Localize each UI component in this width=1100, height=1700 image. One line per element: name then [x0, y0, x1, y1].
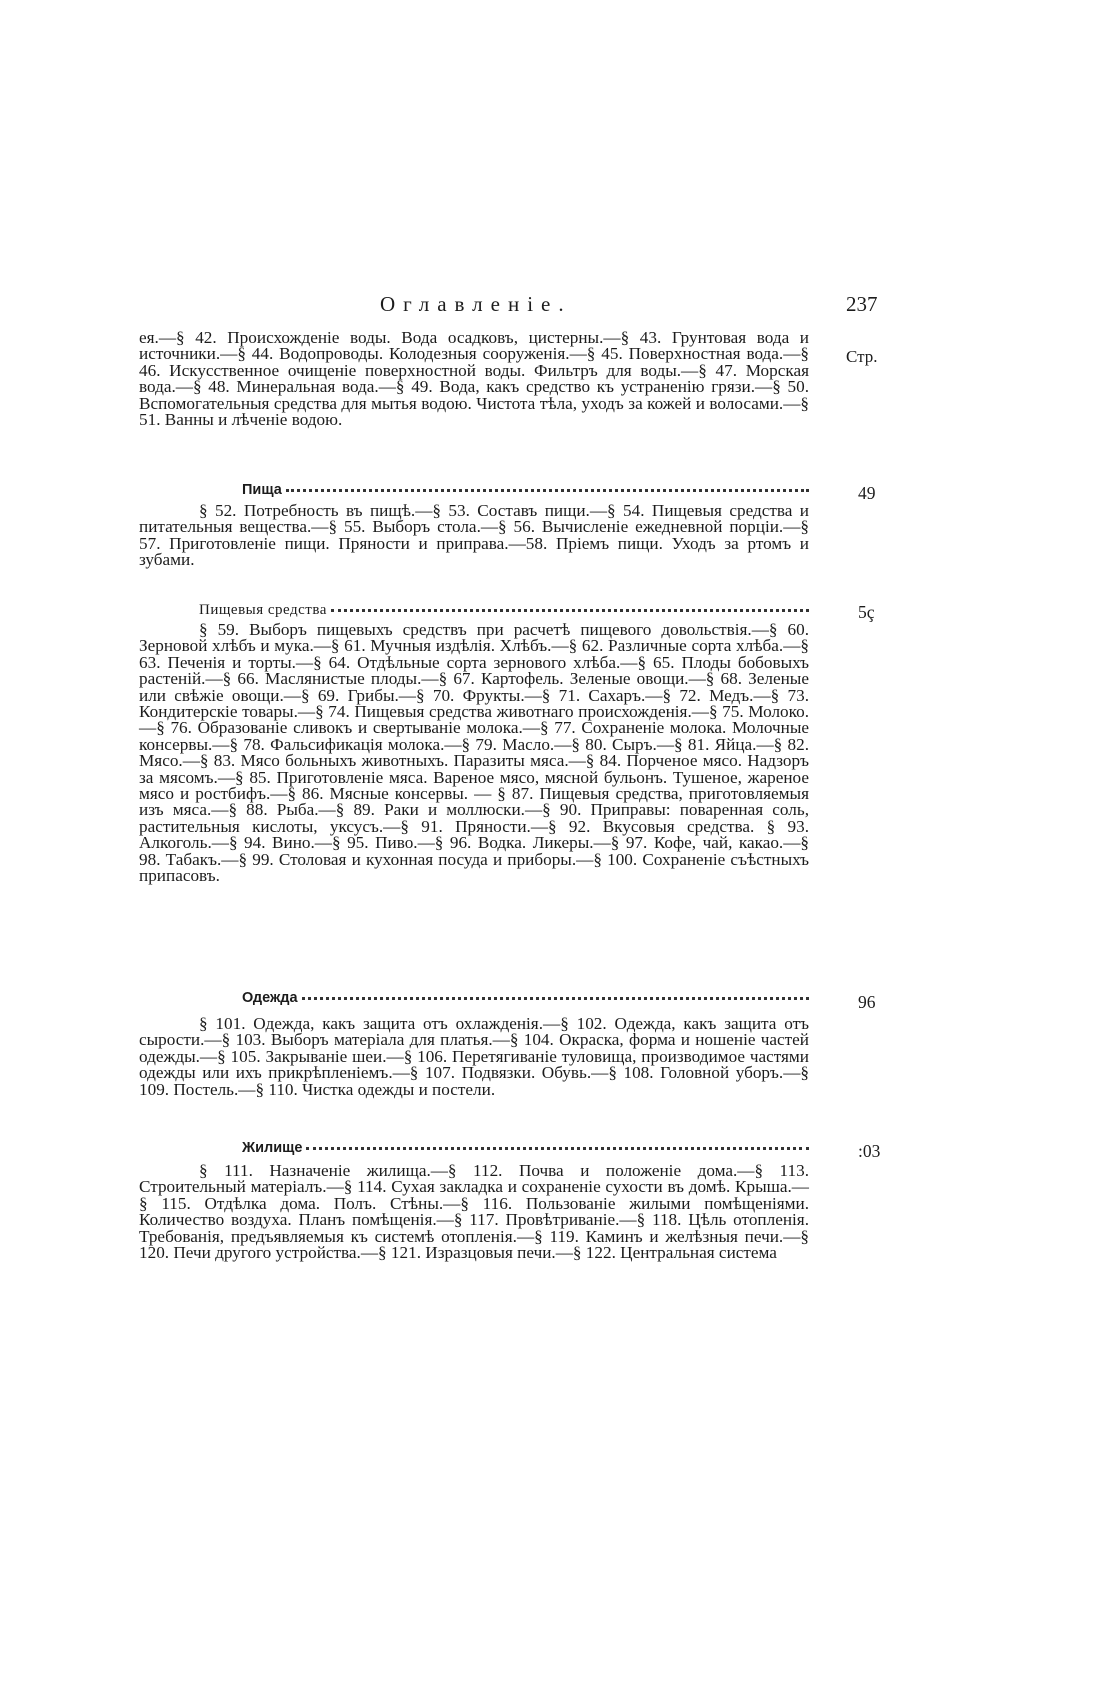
- section-page-food: 49: [858, 483, 876, 503]
- leader-dots: [286, 485, 809, 492]
- clothing-paragraph: § 101. Одежда, какъ защита отъ охлажденія.—§ 102. Одежда, какъ защита отъ сырости.—§ 103. Выборъ матеріала для платья.—§ 104. Окраска, форма и ношеніе частей одежды.—§ 105. Закрываніе шеи.—§ 106. Перетягиваніе туловища, производимое частями одежды или ихъ прикрѣпленіемъ.—§ 107. Подвязки. Обувь.—§ 108. Головной уборъ.—§ 109. Постель.—§ 110. Чистка одежды и постели.: [139, 1014, 809, 1099]
- leader-dots: [306, 1143, 809, 1150]
- page-number: 237: [846, 292, 878, 316]
- leader-dots: [302, 993, 809, 1000]
- water-paragraph: ея.—§ 42. Происхожденіе воды. Вода осадковъ, цистерны.—§ 43. Грунтовая вода и источники.—§ 44. Водопроводы. Колодезныя сооруженія.—§ 45. Поверхностная вода.—§ 46. Искусственное очищеніе поверхностной воды. Фильтръ для воды.—§ 47. Морская вода.—§ 48. Минеральная вода.—§ 49. Вода, какъ средство къ устраненію грязи.—§ 50. Вспомогательныя средства для мытья водою. Чистота тѣла, уходъ за кожей и волосами.—§ 51. Ванны и лѣченіе водою.: [139, 328, 809, 430]
- section-title: Одежда: [242, 990, 298, 1006]
- leader-dots: [331, 605, 809, 612]
- food-paragraph: § 52. Потребность въ пищѣ.—§ 53. Составъ пищи.—§ 54. Пищевыя средства и питательныя вещества.—§ 55. Выборъ стола.—§ 56. Вычисленіе ежедневной порціи.—§ 57. Приготовленіе пищи. Пряности и приправа.—58. Пріемъ пищи. Уходъ за ртомъ и зубами.: [139, 501, 809, 570]
- running-title: Оглавленіе.: [380, 292, 572, 316]
- running-header: [0, 292, 1100, 326]
- page-column-label: Стр.: [846, 347, 878, 366]
- section-heading-clothing: [139, 990, 809, 1012]
- section-heading-dwelling: [139, 1140, 809, 1162]
- section-title: Пищевыя средства: [199, 602, 327, 618]
- section-page-foodstuffs: 5ç: [858, 602, 875, 622]
- section-page-clothing: 96: [858, 992, 876, 1012]
- section-title: Жилище: [242, 1140, 303, 1156]
- dwelling-paragraph: § 111. Назначеніе жилища.—§ 112. Почва и положеніе дома.—§ 113. Строительный матеріалъ.—§ 114. Сухая закладка и сохраненіе сухости въ домѣ. Крыша.—§ 115. Отдѣлка дома. Полъ. Стѣны.—§ 116. Пользованіе жилыми помѣщеніями. Количество воздуха. Планъ помѣщенія.—§ 117. Провѣтриваніе.—§ 118. Цѣль отопленія. Требованія, предъявляемыя къ системѣ отопленія.—§ 119. Каминъ и желѣзныя печи.—§ 120. Печи другого устройства.—§ 121. Изразцовыя печи.—§ 122. Центральная система: [139, 1161, 809, 1263]
- section-page-dwelling: :03: [858, 1141, 881, 1161]
- foodstuffs-paragraph: § 59. Выборъ пищевыхъ средствъ при расчетѣ пищевого довольствія.—§ 60. Зерновой хлѣбъ и мука.—§ 61. Мучныя издѣлія. Хлѣбъ.—§ 62. Различные сорта хлѣба.—§ 63. Печенія и торты.—§ 64. Отдѣльные сорта зернового хлѣба.—§ 65. Плоды бобовыхъ растеній.—§ 66. Маслянистые плоды.—§ 67. Картофель. Зеленые овощи.—§ 68. Зеленые или свѣжіе овощи.—§ 69. Грибы.—§ 70. Фрукты.—§ 71. Сахаръ.—§ 72. Медъ.—§ 73. Кондитерскіе товары.—§ 74. Пищевыя средства животнаго происхожденія.—§ 75. Молоко.—§ 76. Образованіе сливокъ и свертываніе молока.—§ 77. Сохраненіе молока. Молочные консервы.—§ 78. Фальсификація молока.—§ 79. Масло.—§ 80. Сыръ.—§ 81. Яйца.—§ 82. Мясо.—§ 83. Мясо больныхъ животныхъ. Паразиты мяса.—§ 84. Порченое мясо. Надзоръ за мясомъ.—§ 85. Приготовленіе мяса. Вареное мясо, мясной бульонъ. Тушеное, жареное мясо и ростбифъ.—§ 86. Мясные консервы. — § 87. Пищевыя средства, приготовляемыя изъ мяса.—§ 88. Рыба.—§ 89. Раки и моллюски.—§ 90. Приправы: поваренная соль, растительныя кислоты, уксусъ.—§ 91. Пряности.—§ 92. Вкусовыя средства. § 93. Алкоголь.—§ 94. Вино.—§ 95. Пиво.—§ 96. Водка. Ликеры.—§ 97. Кофе, чай, какао.—§ 98. Табакъ.—§ 99. Столовая и кухонная посуда и приборы.—§ 100. Сохраненіе съѣстныхъ припасовъ.: [139, 620, 809, 886]
- section-title: Пища: [242, 482, 282, 498]
